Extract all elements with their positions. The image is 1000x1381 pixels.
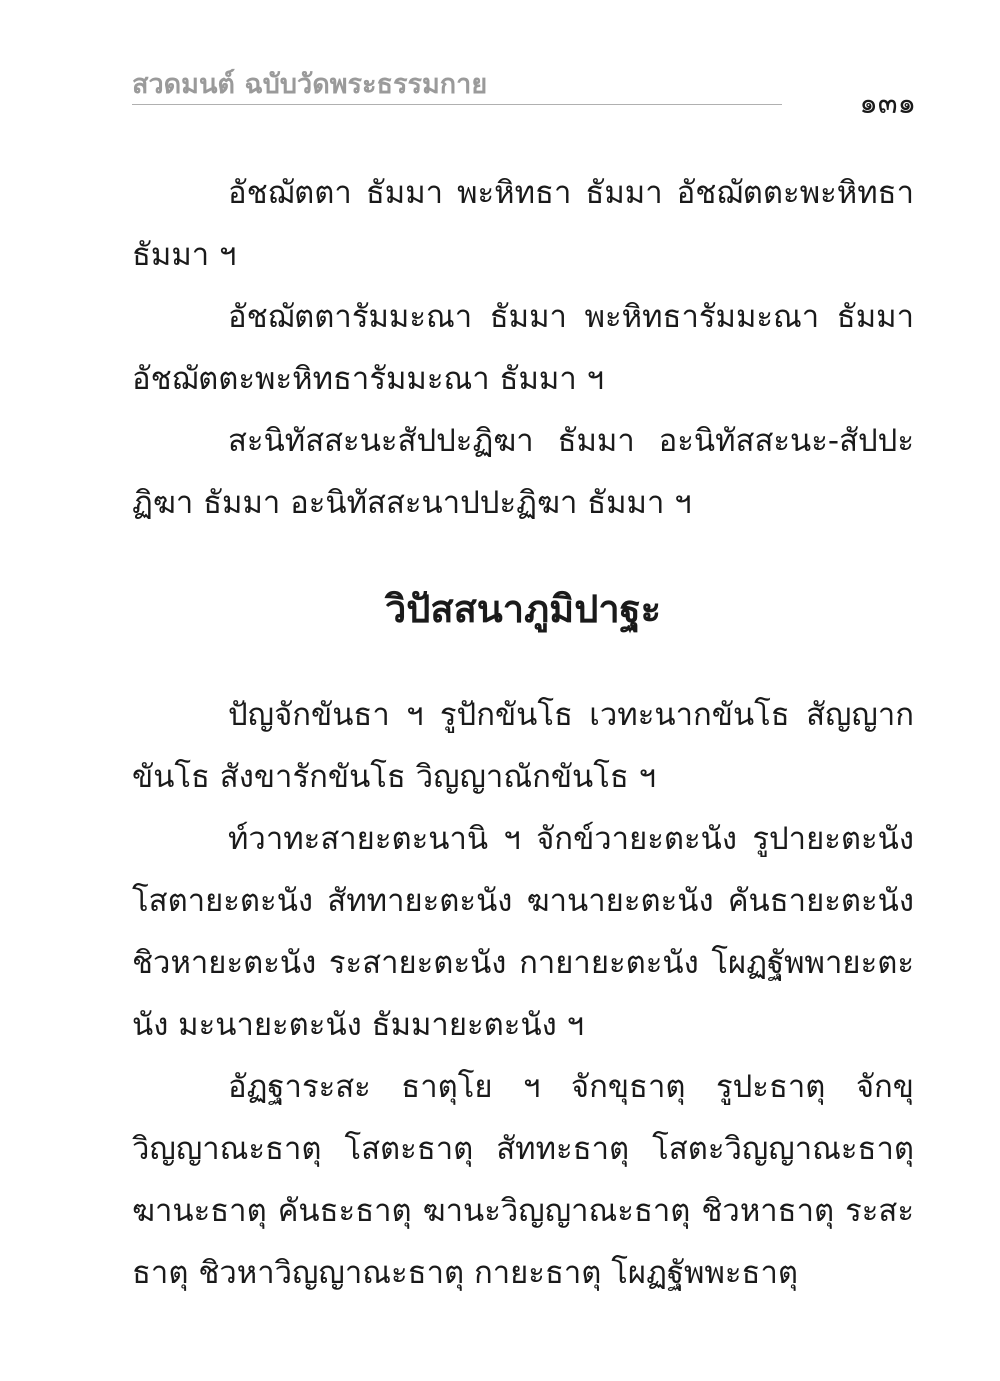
- chant-paragraph-ajjhattarammana: อัชฌัตตารัมมะณา ธัมมา พะหิทธารัมมะณา ธัมมา อัชฌัตตะพะหิทธารัมมะณา ธัมมา ฯ: [132, 299, 914, 397]
- chant-paragraph-sanidassana: สะนิทัสสะนะสัปปะฏิฆา ธัมมา อะนิทัสสะนะ-สัปปะฏิฆา ธัมมา อะนิทัสสะนาปปะฏิฆา ธัมมา ฯ: [132, 423, 914, 521]
- page-number: ๑๓๑: [859, 86, 916, 120]
- chant-paragraph-ajjhatta: อัชฌัตตา ธัมมา พะหิทธา ธัมมา อัชฌัตตะพะหิทธา ธัมมา ฯ: [132, 175, 914, 273]
- header-divider: [132, 104, 782, 105]
- section-title: วิปัสสนาภูมิปาฐะ: [384, 587, 662, 631]
- page-content: [132, 162, 914, 1304]
- chant-paragraph-khandha: ปัญจักขันธา ฯ รูปักขันโธ เวทะนากขันโธ สัญญากขันโธ สังขารักขันโธ วิญญาณักขันโธ ฯ: [132, 697, 914, 795]
- chant-paragraph-dhatu: อัฏฐาระสะ ธาตุโย ฯ จักขุธาตุ รูปะธาตุ จักขุวิญญาณะธาตุ โสตะธาตุ สัททะธาตุ โสตะวิญญาณะธาตุ ฆานะธาตุ คันธะธาตุ ฆานะวิญญาณะธาตุ ชิวหาธาตุ ระสะธาตุ ชิวหาวิญญาณะธาตุ กายะธาตุ โผฏฐัพพะธาตุ: [132, 1069, 914, 1291]
- chant-paragraph-ayatana: ท์วาทะสายะตะนานิ ฯ จักข์วายะตะนัง รูปายะตะนัง โสตายะตะนัง สัททายะตะนัง ฆานายะตะนัง คันธายะตะนัง ชิวหายะตะนัง ระสายะตะนัง กายายะตะนัง โผฏฐัพพายะตะนัง มะนายะตะนัง ธัมมายะตะนัง ฯ: [132, 821, 914, 1043]
- running-header-title: สวดมนต์ ฉบับวัดพระธรรมกาย: [132, 69, 488, 100]
